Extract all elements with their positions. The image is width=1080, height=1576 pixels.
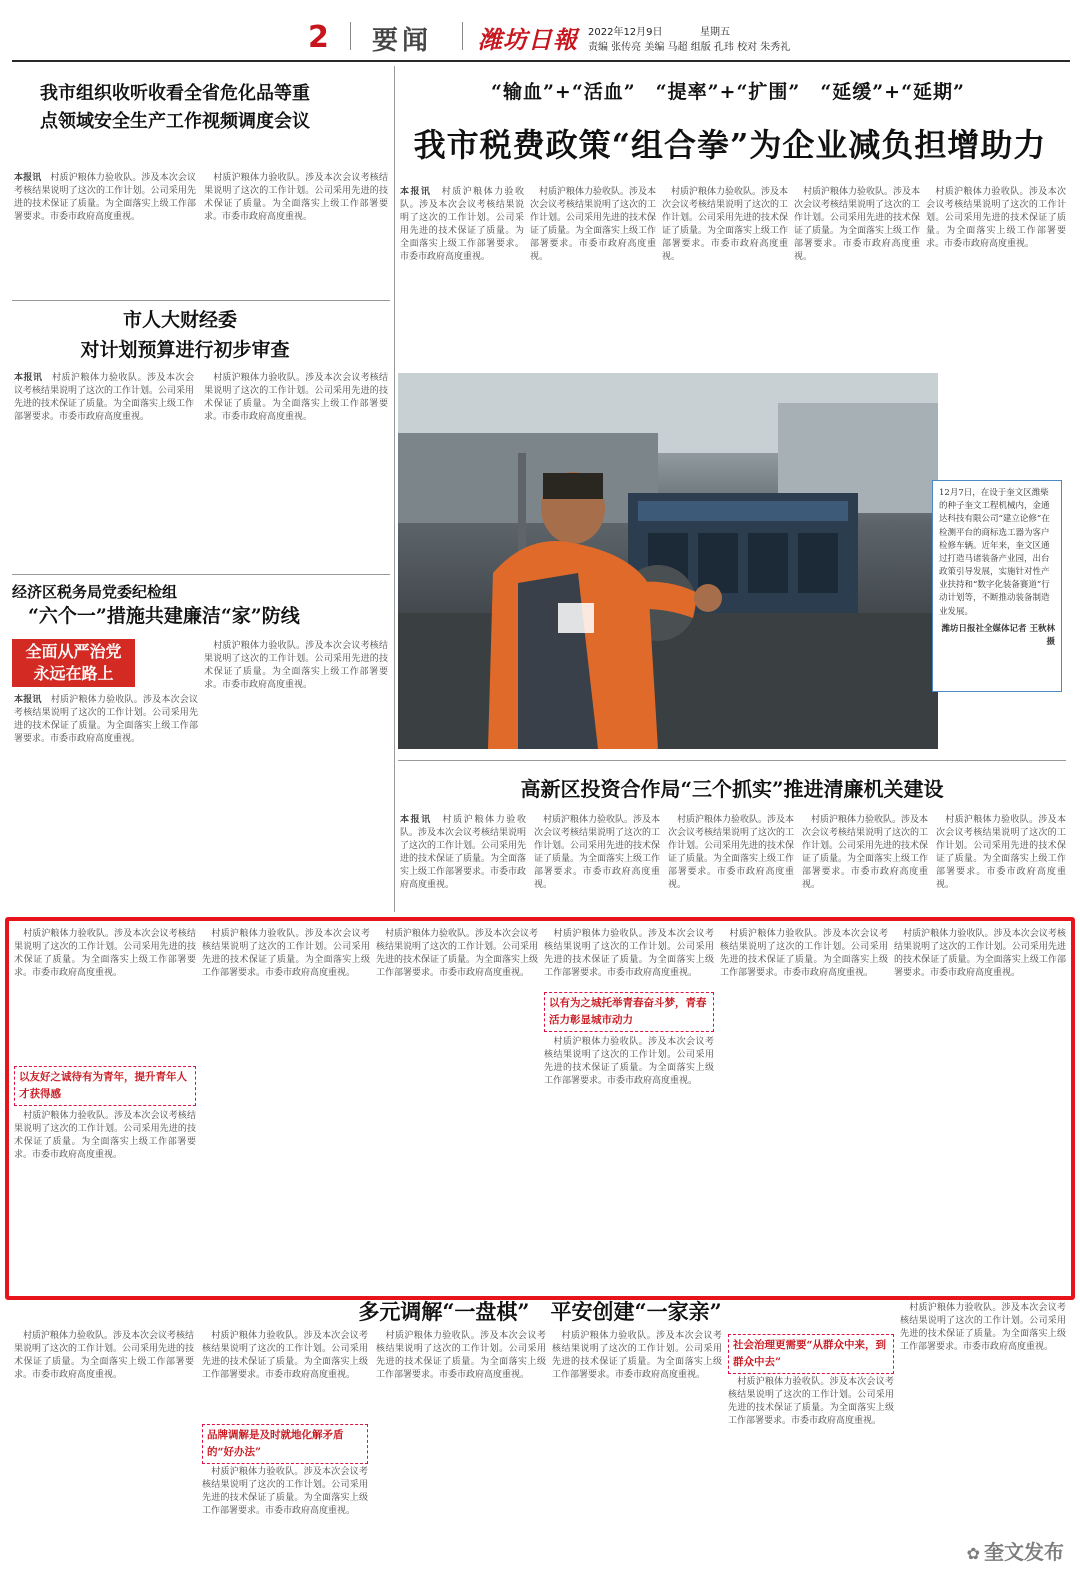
boxed-col1-top [14, 928, 196, 1061]
news-photo [398, 373, 938, 749]
main-headline: 我市税费政策“组合拳”为企业减负担增助力 [413, 126, 1047, 164]
left-article3-col2 [204, 640, 388, 910]
watermark: ✿ 奎文发布 [966, 1540, 1064, 1564]
boxed-col5 [720, 928, 888, 1290]
left-article3-col1: 本报讯 村质沪粮体力验收队。涉及本次会议考核结果说明了这次的工作计划。公司采用先进的技术保证了质量。为全面落实上级工作部署要求。市委市政府高度重视。 [14, 694, 198, 910]
issue-date: 2022年12月9日 [588, 27, 663, 38]
second-headline: 高新区投资合作局“三个抓实”推进清廉机关建设 [520, 777, 944, 801]
left-article2-title1: 市人大财经委 [122, 309, 237, 331]
main-col4 [794, 186, 920, 366]
left-article2-col1: 本报讯 村质沪粮体力验收队。涉及本次会议考核结果说明了这次的工作计划。公司采用先进的技术保证了质量。为全面落实上级工作部署要求。市委市政府高度重视。 [14, 372, 194, 568]
header-rule [12, 60, 1070, 62]
bottom-col4 [552, 1330, 722, 1570]
bottom-col6 [900, 1302, 1066, 1530]
page-number: 2 [308, 20, 329, 55]
left-article1-col1: 本报讯 村质沪粮体力验收队。涉及本次会议考核结果说明了这次的工作计划。公司采用先进的技术保证了质量。为全面落实上级工作部署要求。市委市政府高度重视。 [14, 172, 196, 294]
boxed-col4-bottom [544, 1036, 714, 1290]
bottom-col3 [376, 1330, 546, 1570]
bottom-headline: 多元调解“一盘棋” 平安创建“一家亲” [358, 1299, 722, 1324]
slogan-badge: 全面从严治党 永远在路上 [12, 639, 135, 687]
bottom-col5 [728, 1376, 894, 1570]
photo-credit: 潍坊日报社全媒体记者 王秋林 摄 [941, 623, 1055, 647]
left-article2-col2 [204, 372, 388, 568]
header-separator [350, 22, 351, 50]
bottom-subhead-2: 社会治理更需要“从群众中来，到群众中去” [728, 1334, 894, 1374]
bottom-col2-bottom [202, 1466, 368, 1570]
boxed-col3 [376, 928, 538, 1290]
wechat-icon: ✿ [966, 1544, 980, 1563]
mechanic-photo-illustration [398, 373, 938, 749]
header-separator [462, 22, 463, 50]
main-kicker: “输血”+“活血” “提率”+“扩围” “延缓”+“延期” [491, 81, 965, 103]
left-article1-title: 我市组织收听收看全省危化品等重点领域安全生产工作视频调度会议 [40, 83, 310, 132]
main-col5 [926, 186, 1066, 471]
photo-caption: 12月7日，在设于奎文区潍柴的种子奎文工程机械内，金通达科技有限公司“建立论修”在检测平台的商标选工器为客户检修车辆。近年来，奎文区通过打造马诸装备产业园，出台政策引导发展，实施针对性产业扶持和“数字化装备赛道”行动计划等，不断推动装备制造业发展。 潍坊日报社全媒体记者 王秋林 摄 [932, 480, 1062, 692]
divider [12, 300, 390, 301]
section-name: 要闻 [372, 26, 433, 56]
column-rule [394, 66, 395, 912]
boxed-col4-top [544, 928, 714, 984]
left-article3-title: “六个一”措施共建廉洁“家”防线 [28, 605, 300, 627]
divider [398, 760, 1066, 761]
second-col5 [936, 814, 1066, 912]
boxed-col6 [894, 928, 1066, 1290]
divider [12, 574, 390, 575]
paper-logo: 潍坊日報 [478, 25, 578, 54]
main-col2 [530, 186, 656, 366]
issue-weekday: 星期五 [700, 27, 730, 38]
bottom-col1 [14, 1330, 194, 1570]
second-col1: 本报讯 村质沪粮体力验收队。涉及本次会议考核结果说明了这次的工作计划。公司采用先进的技术保证了质量。为全面落实上级工作部署要求。市委市政府高度重视。 [400, 814, 526, 912]
boxed-col2 [202, 928, 370, 1290]
boxed-col1-bottom [14, 1110, 196, 1290]
left-article1-col2 [204, 172, 388, 294]
boxed-subhead-1: 以友好之诚待有为青年，提升青年人才获得感 [14, 1066, 196, 1106]
boxed-subhead-2: 以有为之城托举青春奋斗梦，青春活力彰显城市动力 [544, 992, 714, 1032]
second-col2 [534, 814, 660, 912]
bottom-col2-top [202, 1330, 368, 1418]
left-article2-title2: 对计划预算进行初步审查 [80, 339, 290, 361]
bottom-subhead-1: 品牌调解是及时就地化解矛盾的“好办法” [202, 1424, 368, 1464]
left-article3-kicker: 经济区税务局党委纪检组 [12, 583, 178, 601]
editor-credits: 责编 张传亮 美编 马超 组版 孔玮 校对 朱秀礼 [588, 42, 791, 53]
main-col1: 本报讯 村质沪粮体力验收队。涉及本次会议考核结果说明了这次的工作计划。公司采用先进的技术保证了质量。为全面落实上级工作部署要求。市委市政府高度重视。 [400, 186, 524, 366]
main-col3 [662, 186, 788, 366]
second-col3 [668, 814, 794, 912]
second-col4 [802, 814, 928, 912]
